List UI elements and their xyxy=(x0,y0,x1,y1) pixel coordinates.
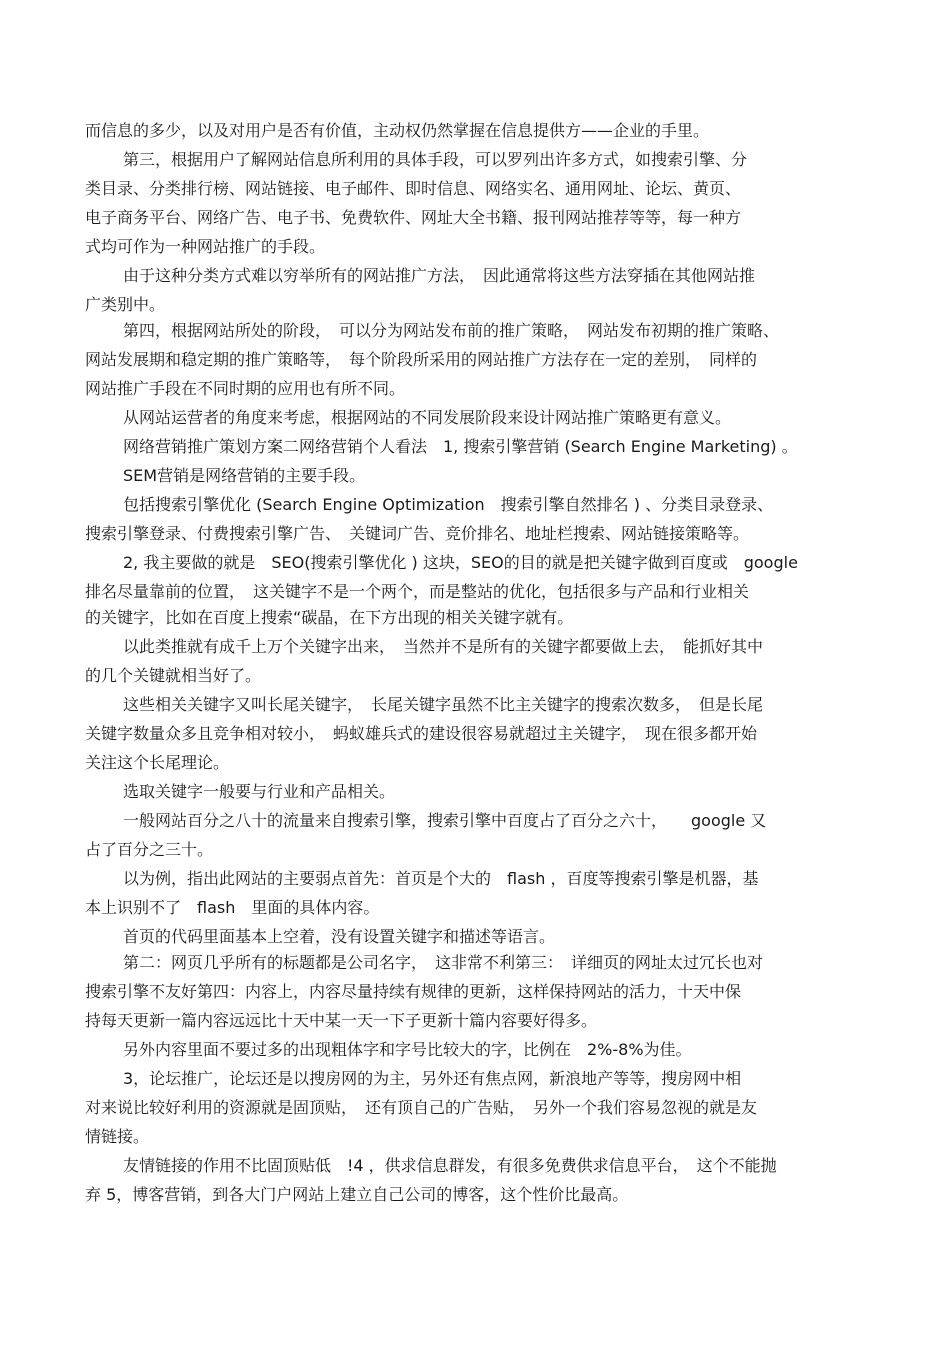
text-line: 第四，根据网站所处的阶段， 可以分为网站发布前的推广策略， 网站发布初期的推广策略、 xyxy=(123,321,780,340)
text-line: 2, 我主要做的就是 SEO(搜索引擎优化 ) 这块，SEO的目的就是把关键字做到百度或 google xyxy=(123,553,798,572)
text-line: 排名尽量靠前的位置， 这关键字不是一个两个，而是整站的优化，包括很多与产品和行业相关 xyxy=(85,582,750,601)
text-line: 搜索引擎登录、付费搜索引擎广告、 关键词广告、竞价排名、地址栏搜索、网站链接策略等。 xyxy=(85,524,750,543)
text-line: 占了百分之三十。 xyxy=(85,840,214,859)
text-line: 3，论坛推广，论坛还是以搜房网的为主，另外还有焦点网，新浪地产等等，搜房网中相 xyxy=(123,1069,742,1088)
text-line: 对来说比较好利用的资源就是固顶贴， 还有顶自己的广告贴， 另外一个我们容易忽视的就是友 xyxy=(85,1098,758,1117)
text-line: 电子商务平台、网络广告、电子书、免费软件、网址大全书籍、报刊网站推荐等等，每一种方 xyxy=(85,208,742,227)
text-line: 另外内容里面不要过多的出现粗体字和字号比较大的字，比例在 2%-8%为佳。 xyxy=(123,1040,692,1059)
text-line: 关键字数量众多且竞争相对较小， 蚂蚁雄兵式的建设很容易就超过主关键字， 现在很多都开始 xyxy=(85,724,758,743)
text-line: 从网站运营者的角度来考虑，根据网站的不同发展阶段来设计网站推广策略更有意义。 xyxy=(123,408,732,427)
text-line: SEM营销是网络营销的主要手段。 xyxy=(123,466,366,485)
text-line: 而信息的多少，以及对用户是否有价值，主动权仍然掌握在信息提供方——企业的手里。 xyxy=(85,121,710,140)
text-line: 情链接。 xyxy=(85,1127,150,1146)
text-line: 广类别中。 xyxy=(85,295,166,314)
text-line: 类目录、分类排行榜、网站链接、电子邮件、即时信息、网络实名、通用网址、论坛、黄页、 xyxy=(85,179,742,198)
text-line: 网络营销推广策划方案二网络营销个人看法 1, 搜索引擎营销 (Search Engine Marketing) 。 xyxy=(123,437,798,456)
text-line: 一般网站百分之八十的流量来自搜索引擎，搜索引擎中百度占了百分之六十， google 又 xyxy=(123,811,767,830)
text-line: 首页的代码里面基本上空着，没有设置关键字和描述等语言。 xyxy=(123,927,556,946)
text-line: 网站推广手段在不同时期的应用也有所不同。 xyxy=(85,379,406,398)
text-line: 包括搜索引擎优化 (Search Engine Optimization 搜索引擎自然排名 ) 、分类目录登录、 xyxy=(123,495,774,514)
text-line: 网站发展期和稳定期的推广策略等， 每个阶段所采用的网站推广方法存在一定的差别， 同样的 xyxy=(85,350,758,369)
text-line: 选取关键字一般要与行业和产品相关。 xyxy=(123,782,396,801)
text-line: 本上识别不了 flash 里面的具体内容。 xyxy=(85,898,380,917)
text-line: 关注这个长尾理论。 xyxy=(85,753,230,772)
text-line: 第二：网页几乎所有的标题都是公司名字， 这非常不利第三： 详细页的网址太过冗长也对 xyxy=(123,953,764,972)
text-line: 搜索引擎不友好第四：内容上，内容尽量持续有规律的更新，这样保持网站的活力，十天中保 xyxy=(85,982,742,1001)
text-line: 以为例，指出此网站的主要弱点首先：首页是个大的 flash ，百度等搜索引擎是机器，基 xyxy=(123,869,759,888)
text-line: 以此类推就有成千上万个关键字出来， 当然并不是所有的关键字都要做上去， 能抓好其中 xyxy=(123,637,764,656)
text-line: 第三，根据用户了解网站信息所利用的具体手段，可以罗列出许多方式，如搜索引擎、分 xyxy=(123,150,748,169)
text-line: 的关键字，比如在百度上搜索“碳晶，在下方出现的相关关键字就有。 xyxy=(85,608,574,627)
text-line: 这些相关关键字又叫长尾关键字， 长尾关键字虽然不比主关键字的搜索次数多， 但是长尾 xyxy=(123,695,764,714)
text-line: 友情链接的作用不比固顶贴低 !4 ，供求信息群发，有很多免费供求信息平台， 这个不能抛 xyxy=(123,1156,777,1175)
text-line: 的几个关键就相当好了。 xyxy=(85,666,262,685)
text-line: 式均可作为一种网站推广的手段。 xyxy=(85,237,326,256)
text-line: 持每天更新一篇内容远远比十天中某一天一下子更新十篇内容要好得多。 xyxy=(85,1011,598,1030)
text-line: 弃 5，博客营销，到各大门户网站上建立自己公司的博客，这个性价比最高。 xyxy=(85,1185,629,1204)
text-line: 由于这种分类方式难以穷举所有的网站推广方法， 因此通常将这些方法穿插在其他网站推 xyxy=(123,266,756,285)
